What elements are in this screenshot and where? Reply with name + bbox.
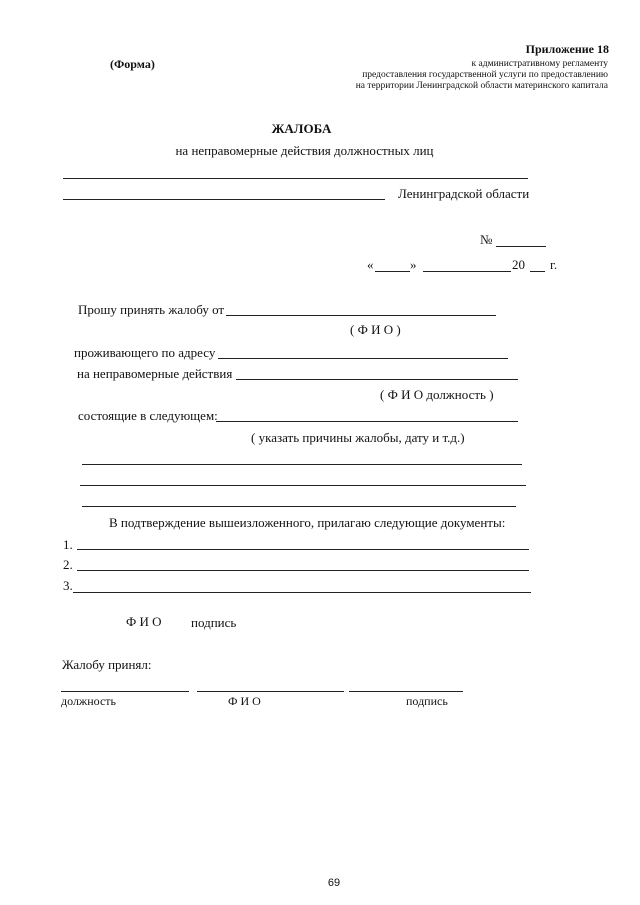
date-month-line	[423, 271, 511, 272]
reasons-hint: ( указать причины жалобы, дату и т.д.)	[251, 430, 465, 445]
accepted-sign-label: подпись	[406, 694, 448, 708]
actions-line	[236, 379, 518, 380]
attachment-line-2	[77, 570, 529, 571]
address-line	[218, 358, 508, 359]
date-day-line	[375, 271, 410, 272]
consisting-label: состоящие в следующем:	[78, 408, 218, 423]
date-year-prefix: 20	[512, 257, 525, 272]
request-label: Прошу принять жалобу от	[78, 302, 225, 317]
fio-position-hint: ( Ф И О должность )	[380, 387, 494, 402]
accepted-position-label: должность	[61, 694, 116, 708]
attachment-line-1	[77, 549, 529, 550]
actions-label: на неправомерные действия	[77, 366, 233, 381]
date-close-quote: »	[410, 257, 417, 272]
request-line	[226, 315, 496, 316]
document-title: ЖАЛОБА	[271, 121, 332, 136]
region-label: Ленинградской области	[398, 186, 530, 201]
appendix-title: Приложение 18	[525, 42, 609, 56]
accepted-fio-line	[197, 691, 344, 692]
date-open-quote: «	[367, 257, 374, 272]
addressee-line-1	[63, 178, 528, 179]
addressee-line-2	[63, 199, 385, 200]
attachments-intro: В подтверждение вышеизложенного, прилагаю следующие документы:	[109, 515, 506, 530]
signature-fio-label: Ф И О	[126, 614, 162, 629]
accepted-fio-label: Ф И О	[228, 694, 261, 708]
number-line	[496, 246, 546, 247]
reasons-line-2	[80, 485, 526, 486]
attachment-number-1: 1.	[63, 537, 73, 552]
signature-sign-label: подпись	[191, 615, 237, 630]
appendix-line-2: предоставления государственной услуги по предоставлению	[362, 70, 608, 80]
attachment-number-2: 2.	[63, 557, 73, 572]
accepted-label: Жалобу принял:	[62, 657, 152, 672]
attachment-number-3: 3.	[63, 578, 73, 593]
consisting-line	[216, 421, 518, 422]
reasons-line-1	[82, 464, 522, 465]
attachment-line-3	[73, 592, 531, 593]
appendix-line-3: на территории Ленинградской области материнского капитала	[355, 81, 608, 91]
document-subtitle: на неправомерные действия должностных лиц	[175, 143, 434, 158]
accepted-position-line	[61, 691, 189, 692]
appendix-line-1: к административному регламенту	[471, 59, 608, 69]
number-sign: №	[480, 232, 493, 247]
page-number: 69	[327, 877, 341, 889]
accepted-sign-line	[349, 691, 463, 692]
date-year-suffix: г.	[550, 257, 558, 272]
form-label: (Форма)	[110, 57, 155, 71]
reasons-line-3	[82, 506, 516, 507]
fio-hint: ( Ф И О )	[350, 322, 401, 337]
address-label: проживающего по адресу	[74, 345, 216, 360]
date-year-line	[530, 271, 545, 272]
